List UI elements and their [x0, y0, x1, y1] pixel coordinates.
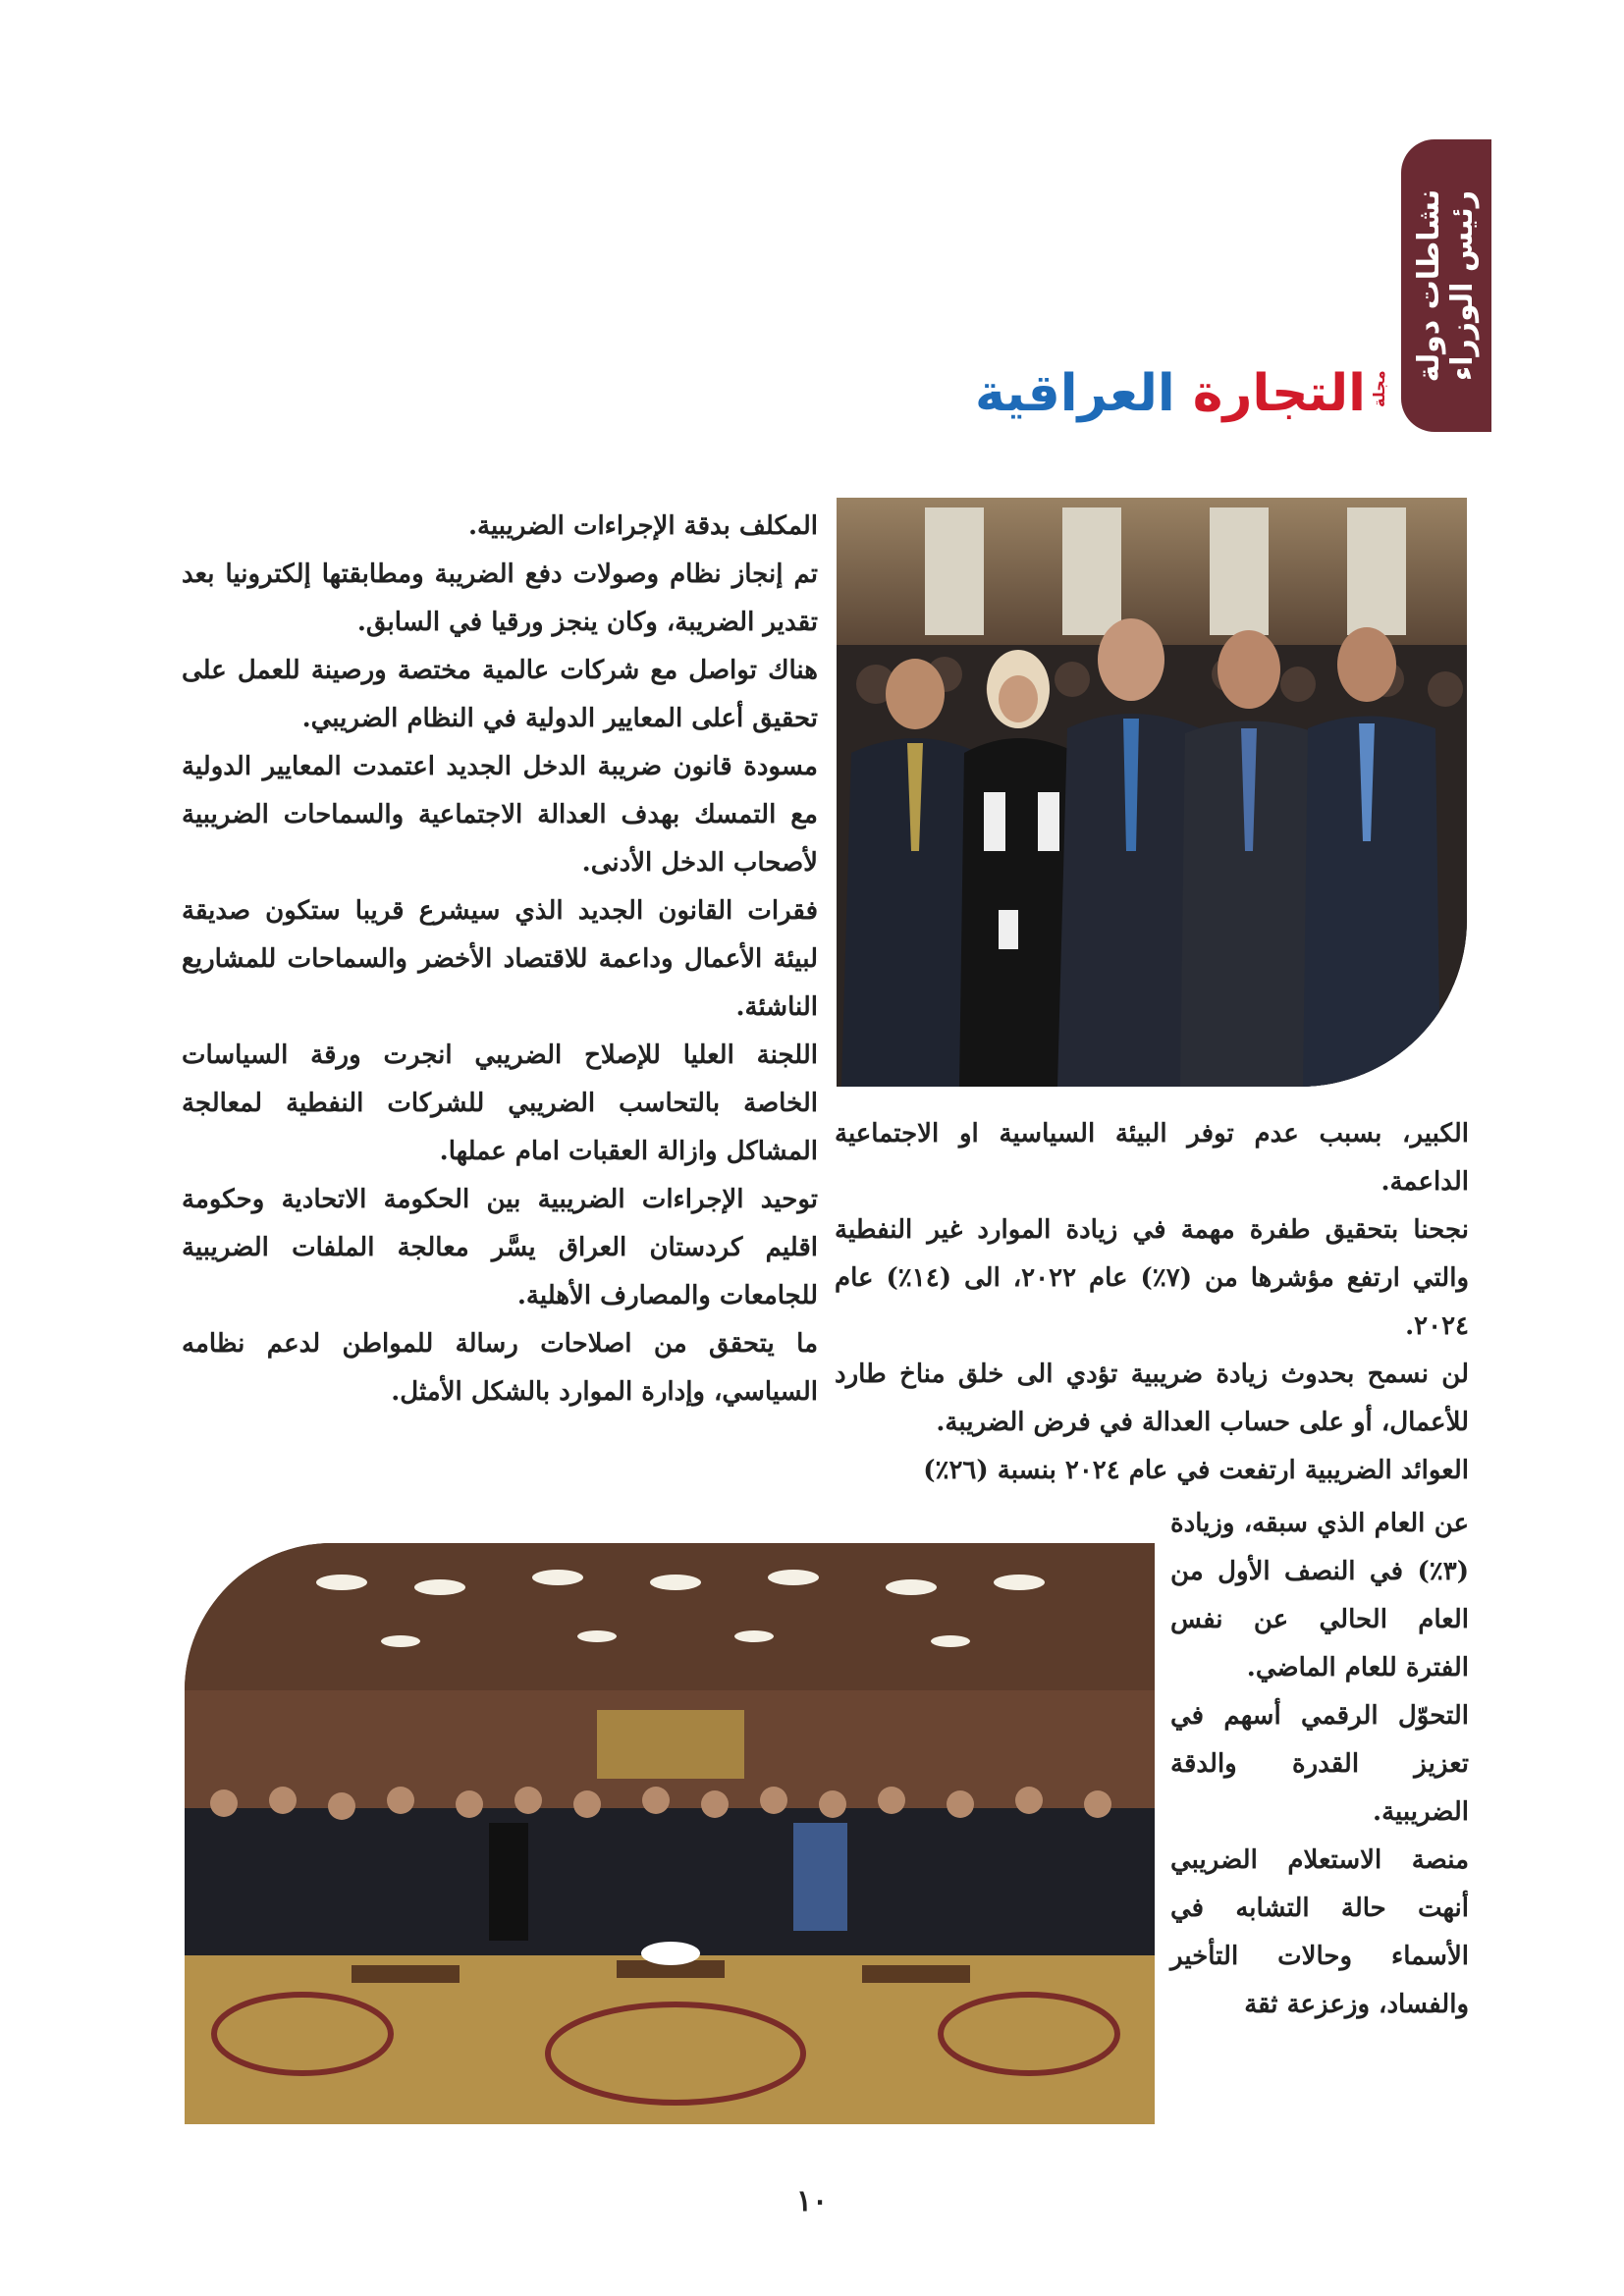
- paragraph: مسودة قانون ضريبة الدخل الجديد اعتمدت المعايير الدولية مع التمسك بهدف العدالة الاجتماعية والسماحات الضريبية لأصحاب الدخل الأدنى.: [182, 752, 818, 878]
- magazine-masthead: [974, 356, 1391, 435]
- paragraph: توحيد الإجراءات الضريبية بين الحكومة الاتحادية وحكومة اقليم كردستان العراق يسَّر معالجة الملفات الضريبية للجامعات والمصارف الأهلية.: [182, 1185, 818, 1310]
- section-tab-label: نشاطات دولة رئيس الوزراء: [1412, 188, 1480, 383]
- masthead-title-part2: العراقية: [974, 364, 1175, 423]
- paragraph: هناك تواصل مع شركات عالمية مختصة ورصينة للعمل على تحقيق أعلى المعايير الدولية في النظام الضريبي.: [182, 656, 818, 733]
- paragraph: نجحنا بتحقيق طفرة مهمة في زيادة الموارد غير النفطية والتي ارتفع مؤشرها من (٧٪) عام ٢٠٢٢، الى (١٤٪) عام ٢٠٢٤.: [835, 1215, 1469, 1341]
- paragraph: فقرات القانون الجديد الذي سيشرع قريبا ستكون صديقة لبيئة الأعمال وداعمة للاقتصاد الأخضر والسماحات للمشاريع الناشئة.: [182, 896, 818, 1022]
- article-column-left: [182, 503, 818, 1416]
- paragraph: العوائد الضريبية ارتفعت في عام ٢٠٢٤ بنسبة (٢٦٪): [923, 1456, 1469, 1485]
- photo-auditorium-drawing: [185, 1543, 1155, 2124]
- photo-officials-standing: [837, 498, 1467, 1087]
- article-column-right: [835, 1110, 1469, 1495]
- masthead-title: [975, 358, 1366, 429]
- paragraph: ما يتحقق من اصلاحات رسالة للمواطن لدعم نظامه السياسي، وإدارة الموارد بالشكل الأمثل.: [182, 1329, 818, 1407]
- paragraph: لن نسمح بحدوث زيادة ضريبية تؤدي الى خلق مناخ طارد للأعمال، أو على حساب العدالة في فرض الضريبة.: [835, 1360, 1469, 1437]
- paragraph: منصة الاستعلام الضريبي أنهت حالة التشابه في الأسماء وحالات التأخير والفساد، وزعزعة ثقة: [1170, 1845, 1469, 2019]
- section-tab: [1401, 139, 1491, 432]
- paragraph: التحوّل الرقمي أسهم في تعزيز القدرة والدقة الضريبية.: [1170, 1701, 1469, 1827]
- paragraph: عن العام الذي سبقه، وزيادة (٣٪) في النصف الأول من العام الحالي عن نفس الفترة للعام الماضي.: [1170, 1509, 1469, 1682]
- paragraph: اللجنة العليا للإصلاح الضريبي انجرت ورقة السياسات الخاصة بالتحاسب الضريبي للشركات النفطية لمعالجة المشاكل وازالة العقبات امام عملها.: [182, 1041, 818, 1166]
- paragraph: تم إنجاز نظام وصولات دفع الضريبة ومطابقتها إلكترونيا بعد تقدير الضريبة، وكان ينجز ورقيا في السابق.: [182, 560, 818, 637]
- photo-auditorium-group: [185, 1543, 1155, 2124]
- page-number: ١٠: [795, 2184, 829, 2218]
- masthead-title-part1: التجارة: [1192, 364, 1366, 423]
- paragraph: المكلف بدقة الإجراءات الضريبية.: [467, 511, 818, 541]
- masthead-prefix: مجلة: [1370, 370, 1388, 407]
- article-column-narrow: [1170, 1500, 1469, 2029]
- paragraph: الكبير، بسبب عدم توفر البيئة السياسية او الاجتماعية الداعمة.: [835, 1119, 1469, 1197]
- photo-officials-drawing: [837, 498, 1467, 1087]
